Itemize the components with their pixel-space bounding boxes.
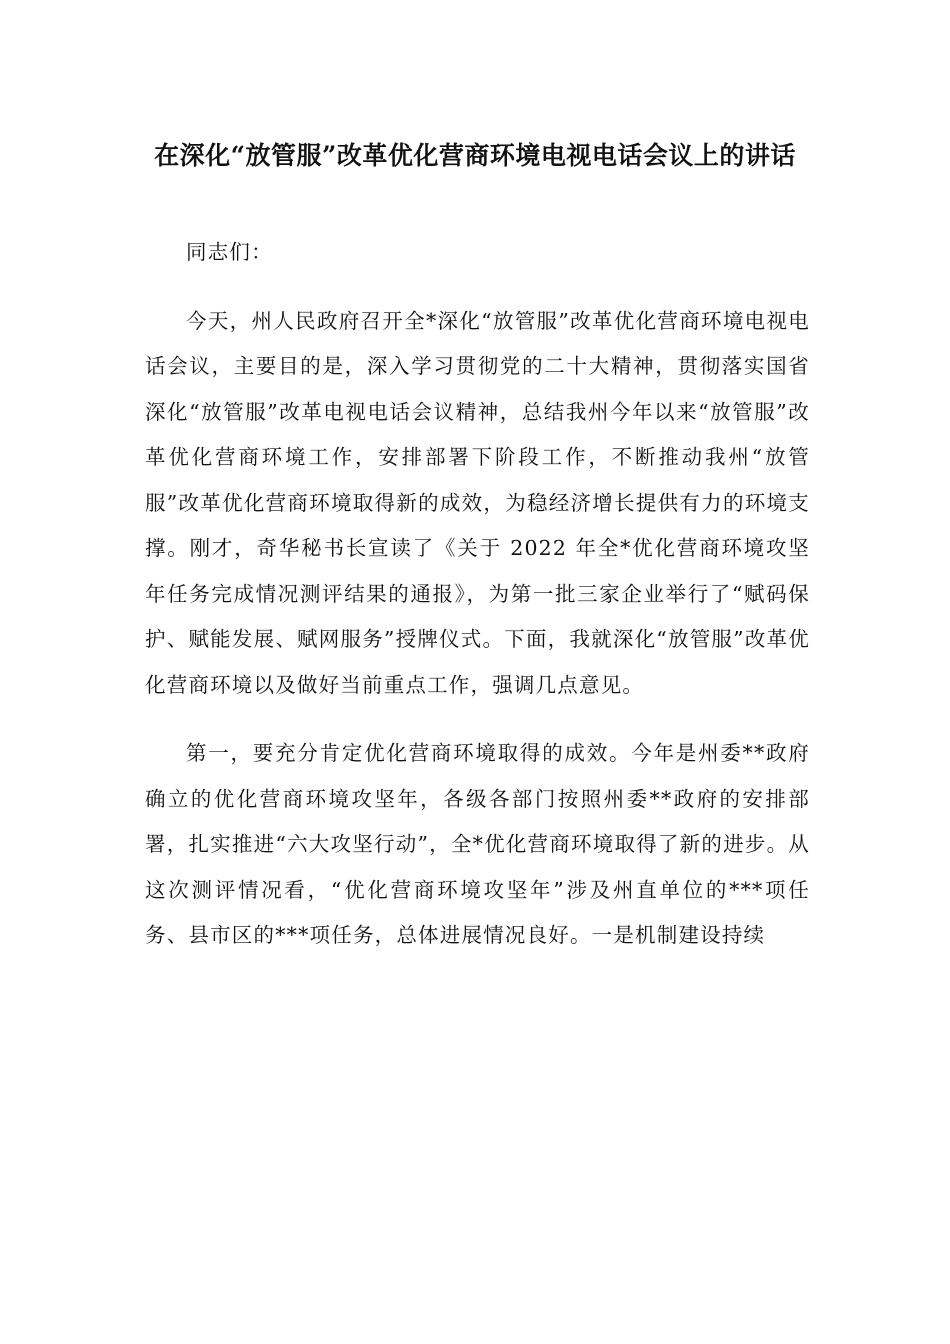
salutation-paragraph: 同志们：: [186, 240, 273, 264]
opening-paragraph: 今天，州人民政府召开全*深化“放管服”改革优化营商环境电视电话会议，主要目的是，深入学习贯彻党的二十大精神，贯彻落实国省深化“放管服”改革电视电话会议精神，总结我州今年以来“放管服”改革优化营商环境工作，安排部署下阶段工作，不断推动我州“放管服”改革优化营商环境取得新的成效，为稳经济增长提供有力的环境支撑。刚才，奇华秘书长宣读了《关于 2022 年全*优化营商环境攻坚年任务完成情况测评结果的通报》，为第一批三家企业举行了“赋码保护、赋能发展、赋网服务”授牌仪式。下面，我就深化“放管服”改革优化营商环境以及做好当前重点工作，强调几点意见。: [145, 308, 810, 697]
first-point-paragraph: 第一，要充分肯定优化营商环境取得的成效。今年是州委**政府确立的优化营商环境攻坚年，各级各部门按照州委**政府的安排部署，扎实推进“六大攻坚行动”，全*优化营商环境取得了新的进步。从这次测评情况看，“优化营商环境攻坚年”涉及州直单位的***项任务、县市区的***项任务，总体进展情况良好。一是机制建设持续: [145, 741, 810, 947]
document-body: [145, 230, 810, 959]
document-title: 在深化“放管服”改革优化营商环境电视电话会议上的讲话: [154, 141, 796, 170]
